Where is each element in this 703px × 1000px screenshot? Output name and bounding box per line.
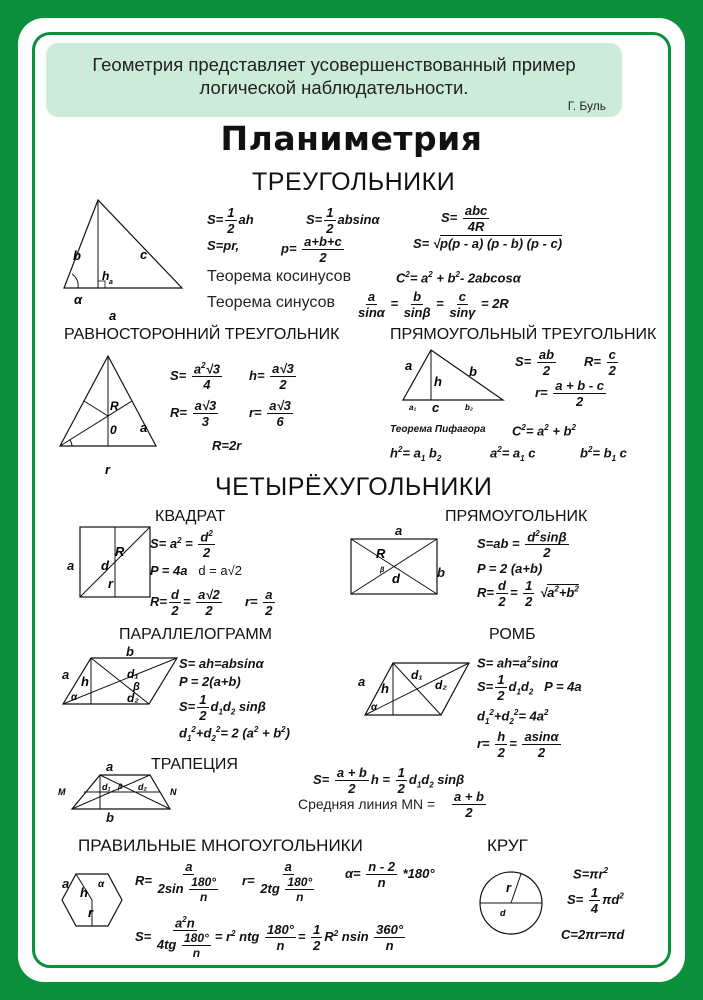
heading-regular-polygons: ПРАВИЛЬНЫЕ МНОГОУГОЛЬНИКИ (78, 836, 363, 855)
svg-text:a: a (109, 308, 117, 323)
svg-text:r: r (108, 576, 114, 591)
svg-text:b: b (73, 248, 81, 263)
svg-text:r: r (88, 905, 94, 920)
svg-text:h: h (102, 269, 110, 283)
svg-text:d₁: d₁ (102, 782, 111, 792)
heading-trapezoid: ТРАПЕЦИЯ (151, 756, 238, 773)
parallelogram-diagram (61, 656, 181, 706)
quote: Геометрия представляет усовершенствованный пример логической наблюдательности. (92, 54, 576, 98)
svg-text:α: α (71, 692, 78, 703)
poster: Геометрия представляет усовершенствованный пример логической наблюдательности. Г. Буль Планиметрия ТРЕУГОЛЬНИКИ b c h a α a S= $\frac{1}{2}$ ah S= $\frac{1}{2}$ absinα S= abc 4R S=pr, p= $\frac{a+b+c}{2}$ S= √p(p - a) (p - b) (p - c) Теорема косинусов $C^2= a^2 + b^2-$ 2abcosα Теорема синусов $\frac{a}{\sin\alpha}$ = $\frac{b}{\sin\beta}$ = $\frac{c}{\sin\gamma}$ = 2R РАВНОСТОРОННИЙ ТРЕУГОЛЬНИК ПРЯМОУГОЛЬНЫЙ ТРЕУГОЛЬНИК R 0 a r S= $\frac{a^2√3}{4}$ h= $\frac{a√3}{2}$ R= $\frac{a√3}{3}$ r= $\frac{a√3}{6}$ R=2r a b h a₁ c b₂ S= $\frac{ab}{2}$ R= $\frac{c}{2}$ r= $\frac{a + b - c}{2}$ Теорема Пифагора $C^2= a^2 + b^2$ $h^2= a_1$ $b_2$ $a^2= a_1$ c $b^2= b_1$ c ЧЕТЫРЁХУГОЛЬНИКИ КВАДРАТ ПРЯМОУГОЛЬНИК R d r a $S= a^2$ = $\frac{d^2}{2}$ P = 4a d = a√2 R= $\frac{d}{2}$ = $\frac{a√2}{2}$ r= $\frac{a}{2}$ R d β a b S=ab = $\frac{d^2\sin\beta}{2}$ P = 2 (a+b) R= $\frac{d}{2}$ = $\frac{1}{2}$ $√a^2+b^2$ ПАРАЛЛЕЛОГРАММ РОМБ h α d₁ d₂ β b a S= ah=absinα P = 2(a+b) S= $\frac{1}{2}$ $d_1d_2$ sinβ $d_1^2+d_2^2= 2$ $(a^2 + b^2)$ h α d₁ d₂ a $S= ah=a^2\sin\alpha$ S= $\frac{1}{2}$ $d_1d_2$ P = 4a $d_1^2+d_2^2= 4a^2$ r= $\frac{h}{2}$ = $\frac{asin\alpha}{2}$ ТРАПЕЦИЯ d₁ d₂ β M N a b S= $\frac{a + b}{2}$ h = $\frac{1}{2}$ $d_1d_2$ sinβ Средняя линия MN = $\frac{a + b}{2}$ ПРАВИЛЬНЫЕ МНОГОУГОЛЬНИКИ КРУГ h r α a R= a 2sin $\frac{180^\circ}{n}$ r= a 2tg $\frac{180^\circ}{n}$ α= $\frac{n - 2}{n}$ *180° S= $a^2n$ 4tg $\frac{180^\circ}{n}$ = $r^2$ ntg $\frac{180^\circ}{n}$ = $\frac{1}{2}$ $R^2$ nsin $\frac{360^\circ}{n}$ r d $S=\pi r^2$ S= $\frac{1}{4}$ $\pi d^2$ C=2πr=πd (18, 18, 685, 982)
svg-text:h: h (381, 681, 389, 696)
heading-triangles: ТРЕУГОЛЬНИКИ (252, 168, 456, 196)
svg-text:h: h (80, 885, 88, 900)
svg-text:β: β (380, 567, 385, 574)
svg-text:d: d (500, 908, 506, 918)
triangle-diagram (58, 196, 188, 323)
svg-text:d: d (101, 558, 109, 573)
heading-quadrilaterals: ЧЕТЫРЁХУГОЛЬНИКИ (215, 473, 493, 501)
svg-text:β: β (133, 681, 140, 693)
right-triangle-diagram (401, 348, 511, 418)
heading-square: КВАДРАТ (155, 508, 226, 525)
svg-text:b₂: b₂ (465, 403, 473, 412)
hexagon-diagram (62, 873, 124, 927)
svg-text:c: c (140, 247, 148, 262)
heading-right-triangle: ПРЯМОУГОЛЬНЫЙ ТРЕУГОЛЬНИК (390, 326, 657, 343)
heading-rhombus: РОМБ (489, 626, 536, 643)
page-title: Планиметрия (220, 119, 483, 158)
svg-text:d₂: d₂ (435, 678, 447, 692)
svg-text:R: R (110, 399, 119, 413)
rhombus-diagram (363, 661, 473, 717)
svg-text:c: c (432, 400, 440, 415)
svg-text:R: R (115, 544, 125, 559)
svg-text:h: h (434, 374, 442, 389)
circle-diagram (478, 870, 544, 936)
svg-text:α: α (371, 702, 378, 713)
pythagoras-label: Теорема Пифагора (390, 424, 486, 435)
svg-text:h: h (81, 674, 89, 689)
rectangle-diagram (350, 538, 440, 596)
svg-text:β: β (118, 784, 123, 791)
svg-text:a: a (405, 358, 413, 373)
heading-rectangle: ПРЯМОУГОЛЬНИК (445, 508, 588, 525)
quote-author: Г. Буль (567, 99, 606, 113)
heading-equilateral: РАВНОСТОРОННИЙ ТРЕУГОЛЬНИК (64, 326, 340, 343)
svg-text:d₂: d₂ (127, 691, 139, 705)
svg-text:M: M (58, 787, 66, 797)
svg-text:a: a (140, 420, 148, 435)
svg-text:a: a (109, 279, 113, 286)
svg-text:N: N (170, 787, 177, 797)
square-diagram (79, 526, 151, 598)
equilateral-triangle-diagram (58, 352, 168, 477)
heading-parallelogram: ПАРАЛЛЕЛОГРАММ (119, 626, 273, 643)
svg-text:b: b (469, 364, 477, 379)
svg-text:R: R (376, 546, 386, 561)
svg-text:d₁: d₁ (127, 667, 139, 681)
svg-text:d: d (392, 571, 400, 586)
svg-text:d₁: d₁ (411, 668, 423, 682)
svg-text:α: α (98, 879, 105, 890)
svg-text:r: r (506, 880, 512, 895)
heading-circle: КРУГ (487, 836, 528, 855)
trapezoid-diagram (58, 773, 177, 811)
quote-box (46, 43, 622, 117)
svg-text:α: α (74, 292, 83, 307)
svg-text:d₂: d₂ (138, 782, 147, 792)
svg-text:r: r (105, 462, 111, 477)
midline-label: Средняя линия MN = (298, 796, 436, 812)
svg-text:a₁: a₁ (409, 403, 417, 412)
sine-theorem: Теорема синусов (207, 294, 335, 311)
cosine-theorem: Теорема косинусов (207, 268, 352, 285)
svg-text:0: 0 (110, 423, 117, 437)
